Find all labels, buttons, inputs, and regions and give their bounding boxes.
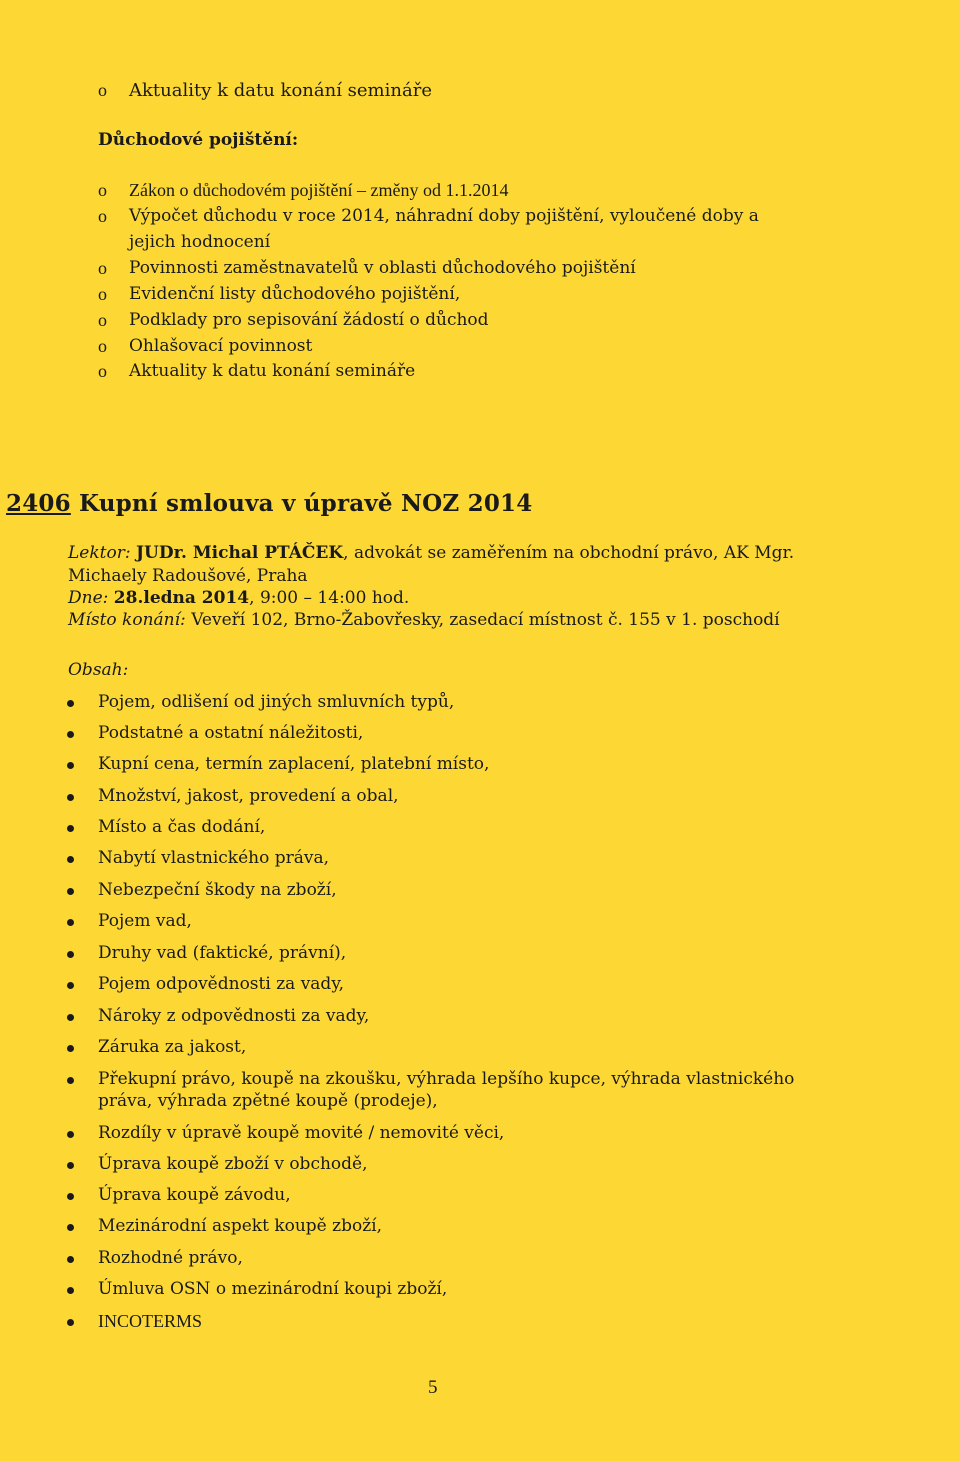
bullet-dot-icon [67, 1162, 74, 1169]
page-number: 5 [428, 1377, 438, 1398]
lector-description: , advokát se zaměřením na obchodní právo, AK Mgr. [343, 543, 795, 563]
content-item: Množství, jakost, provedení a obal, [98, 786, 399, 806]
content-item: Úprava koupě závodu, [98, 1185, 291, 1205]
list-item: Zákon o důchodovém pojištění – změny od 1.1.2014 [129, 180, 509, 200]
bullet-dot-icon [67, 1319, 74, 1326]
content-item: Pojem odpovědnosti za vady, [98, 974, 345, 994]
bullet-dot-icon [67, 762, 74, 769]
bullet-marker: o [98, 284, 107, 304]
bullet-marker: o [98, 361, 107, 381]
list-item: Podklady pro sepisování žádostí o důchod [129, 310, 489, 330]
bullet-marker: o [98, 80, 107, 100]
content-item: Místo a čas dodání, [98, 817, 266, 837]
bullet-dot-icon [67, 731, 74, 738]
bullet-dot-icon [67, 856, 74, 863]
bullet-dot-icon [67, 1287, 74, 1294]
bullet-dot-icon [67, 982, 74, 989]
list-item: Evidenční listy důchodového pojištění, [129, 284, 461, 304]
bullet-marker: o [98, 258, 107, 278]
bullet-dot-icon [67, 1256, 74, 1263]
bullet-dot-icon [67, 825, 74, 832]
place-label: Místo konání: [68, 610, 186, 630]
bullet-dot-icon [67, 700, 74, 707]
content-item: Pojem vad, [98, 911, 192, 931]
list-item: Výpočet důchodu v roce 2014, náhradní doby pojištění, vyloučené doby a [129, 206, 759, 226]
bullet-dot-icon [67, 1045, 74, 1052]
content-item: Záruka za jakost, [98, 1037, 247, 1057]
place-value: Veveří 102, Brno-Žabovřesky, zasedací místnost č. 155 v 1. poschodí [191, 610, 780, 630]
bullet-dot-icon [67, 1224, 74, 1231]
content-item: Nabytí vlastnického práva, [98, 848, 330, 868]
bullet-dot-icon [67, 888, 74, 895]
list-item: Povinnosti zaměstnavatelů v oblasti důchodového pojištění [129, 258, 636, 278]
bullet-marker: o [98, 336, 107, 356]
content-item: Úmluva OSN o mezinárodní koupi zboží, [98, 1279, 448, 1299]
bullet-dot-icon [67, 919, 74, 926]
bullet-dot-icon [67, 1131, 74, 1138]
bullet-marker: o [98, 310, 107, 330]
content-item: Podstatné a ostatní náležitosti, [98, 723, 364, 743]
content-item: Kupní cena, termín zaplacení, platební místo, [98, 754, 490, 774]
content-label: Obsah: [68, 660, 129, 680]
bullet-marker: o [98, 180, 107, 200]
content-item: Nebezpeční škody na zboží, [98, 880, 337, 900]
content-item: Překupní právo, koupě na zkoušku, výhrada lepšího kupce, výhrada vlastnického [98, 1069, 795, 1089]
content-item: Rozdíly v úpravě koupě movité / nemovité věci, [98, 1123, 505, 1143]
date-label: Dne: [68, 588, 109, 608]
lector-label: Lektor: [68, 543, 131, 563]
list-item: Ohlašovací povinnost [129, 336, 313, 356]
content-item: Rozhodné právo, [98, 1248, 243, 1268]
content-item: INCOTERMS [98, 1311, 203, 1331]
content-item: Nároky z odpovědnosti za vady, [98, 1006, 370, 1026]
list-item: Aktuality k datu konání semináře [129, 361, 416, 381]
content-item: Mezinárodní aspekt koupě zboží, [98, 1216, 383, 1236]
bullet-dot-icon [67, 1014, 74, 1021]
lector-line [68, 543, 794, 563]
lector-line-2: Michaely Radoušové, Praha [68, 566, 308, 586]
bullet-dot-icon [67, 1077, 74, 1084]
bullet-marker: o [98, 206, 107, 226]
list-item: Aktuality k datu konání semináře [129, 80, 432, 101]
seminar-heading [6, 490, 532, 517]
content-item: Druhy vad (faktické, právní), [98, 943, 347, 963]
list-item-continuation: jejich hodnocení [129, 232, 271, 252]
bullet-dot-icon [67, 1193, 74, 1200]
time-value: , 9:00 – 14:00 hod. [249, 588, 410, 608]
section-heading: Důchodové pojištění: [98, 130, 299, 150]
place-line [68, 610, 780, 630]
date-value: 28.ledna 2014 [113, 588, 250, 608]
seminar-code: 2406 [6, 490, 71, 517]
content-item: Pojem, odlišení od jiných smluvních typů, [98, 692, 455, 712]
seminar-title: Kupní smlouva v úpravě NOZ 2014 [79, 490, 533, 517]
content-item-continuation: práva, výhrada zpětné koupě (prodeje), [98, 1091, 438, 1111]
bullet-dot-icon [67, 951, 74, 958]
lector-name: JUDr. Michal PTÁČEK [135, 543, 344, 563]
content-item: Úprava koupě zboží v obchodě, [98, 1154, 368, 1174]
bullet-dot-icon [67, 794, 74, 801]
date-line [68, 588, 409, 608]
